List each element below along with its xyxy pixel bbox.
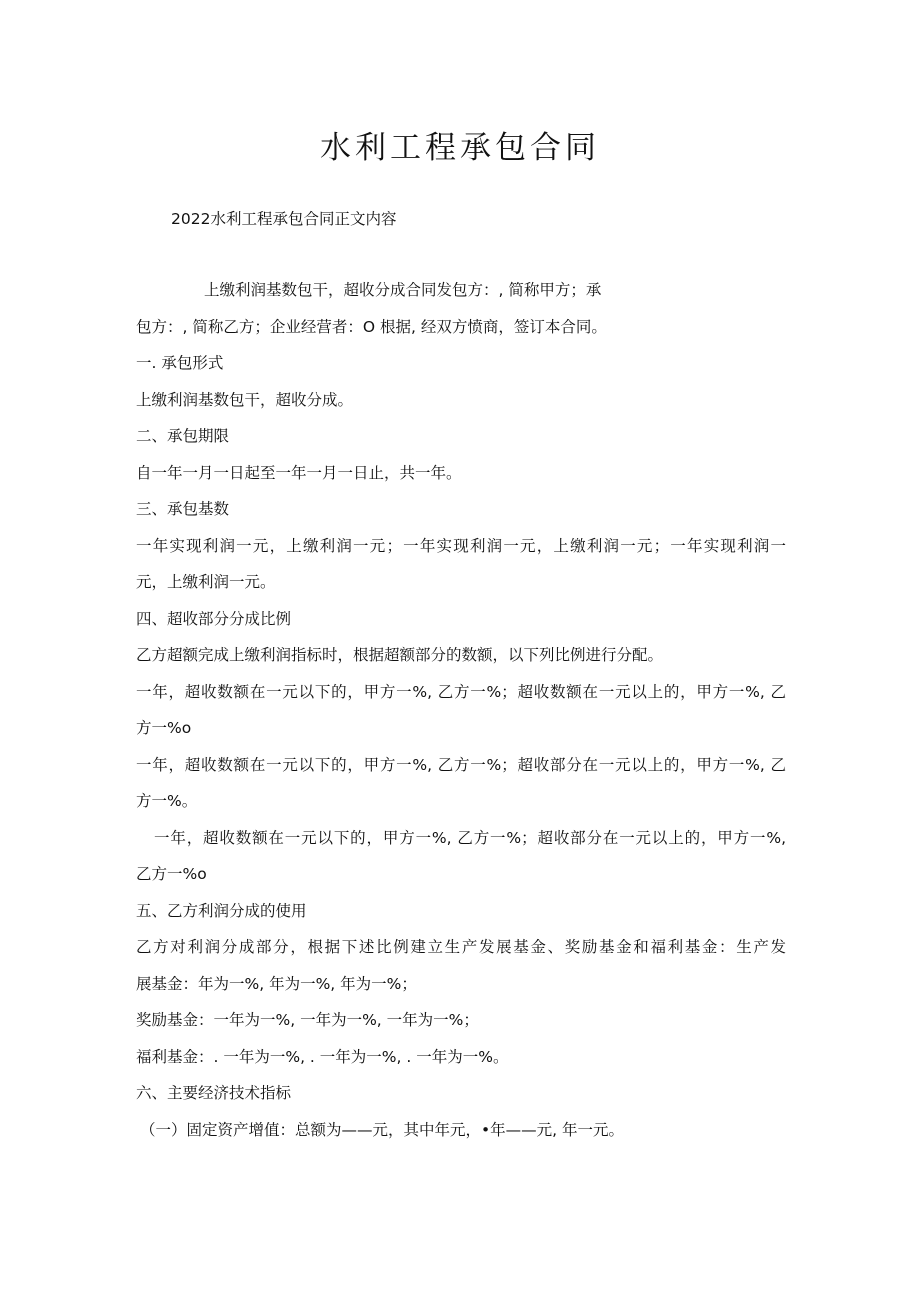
document-title: 水利工程承包合同 — [320, 130, 600, 166]
paragraph-line: （一）固定资产增值：总额为——元，其中年元，•年——元, 年一元。 — [140, 1120, 624, 1139]
paragraph-line: 一年，超收数额在一元以下的，甲方一%, 乙方一%；超收部分在一元以上的，甲方一%, 乙 — [136, 755, 786, 774]
paragraph-line: 一年，超收数额在一元以下的，甲方一%, 乙方一%；超收部分在一元以上的，甲方一%, — [154, 828, 786, 847]
contract-body — [136, 278, 786, 1154]
paragraph-line: 乙方对利润分成部分，根据下述比例建立生产发展基金、奖励基金和福利基金：生产发 — [136, 938, 786, 956]
paragraph-line: 乙方超额完成上缴利润指标时，根据超额部分的数额，以下列比例进行分配。 — [136, 646, 664, 664]
paragraph-line: 自一年一月一日起至一年一月一日止，共一年。 — [136, 463, 462, 482]
paragraph-line: 一年实现利润一元，上缴利润一元；一年实现利润一元，上缴利润一元；一年实现利润一 — [136, 536, 786, 555]
section-heading: 五、乙方利润分成的使用 — [136, 901, 307, 920]
section-heading: 四、超收部分分成比例 — [136, 609, 292, 628]
section-heading: 三、承包基数 — [136, 500, 230, 518]
document-subtitle: 2022水利工程承包合同正文内容 — [171, 210, 397, 228]
paragraph-line: 乙方一%o — [136, 865, 207, 883]
paragraph-line: 包方：, 简称乙方；企业经营者：O 根据, 经双方愤商，签订本合同。 — [136, 317, 607, 336]
paragraph-line: 上缴利润基数包干，超收分成合同发包方：, 简称甲方；承 — [204, 281, 602, 299]
paragraph-line: 展基金：年为一%, 年为一%, 年为一%； — [136, 974, 417, 993]
paragraph-line: 上缴利润基数包干，超收分成。 — [136, 390, 354, 409]
paragraph-line: 元，上缴利润一元。 — [136, 573, 276, 591]
paragraph-line: 奖励基金：一年为一%, 一年为一%, 一年为一%； — [136, 1011, 479, 1029]
paragraph-line: 福利基金：. 一年为一%, . 一年为一%, . 一年为一%。 — [136, 1047, 509, 1066]
section-heading: 六、主要经济技术指标 — [136, 1084, 292, 1102]
section-heading: 二、承包期限 — [136, 427, 230, 445]
paragraph-line: 方一%。 — [136, 792, 198, 810]
paragraph-line: 一年，超收数额在一元以下的，甲方一%, 乙方一%；超收数额在一元以上的，甲方一%, 乙 — [136, 682, 786, 701]
section-heading: 一. 承包形式 — [136, 354, 224, 372]
paragraph-line: 方一%o — [136, 719, 192, 737]
